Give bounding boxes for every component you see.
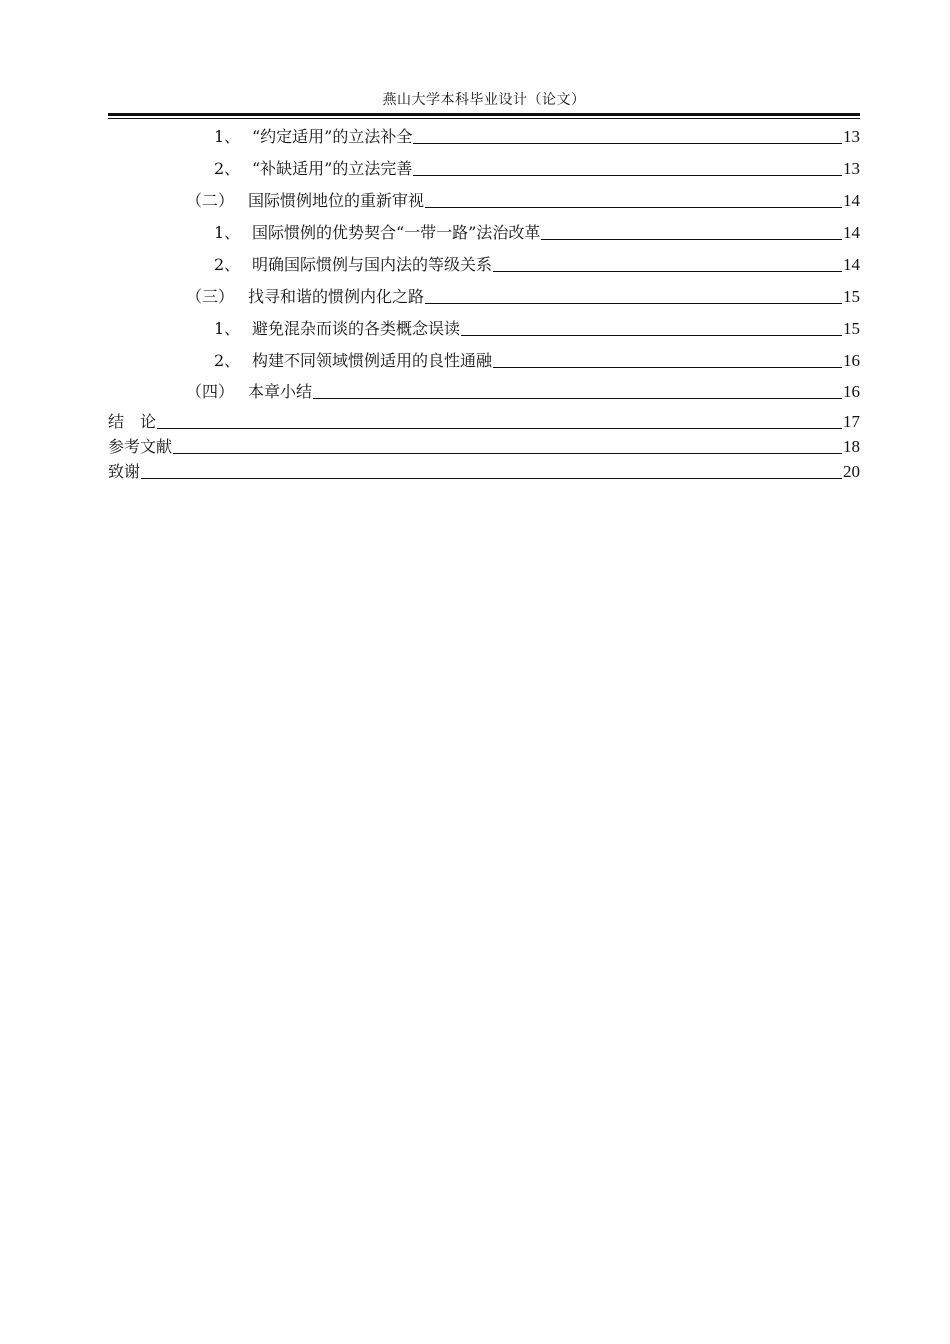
toc-entry [108,284,860,308]
toc-entry [108,379,860,403]
toc-leader-line [141,477,842,479]
toc-entry-title: 国际惯例的优势契合“一带一路”法治改革 [252,223,541,242]
toc-entry-title: 致谢 [108,462,141,481]
toc-entry-title: “补缺适用”的立法完善 [252,159,413,178]
toc-entry [108,316,860,340]
toc-entry-title: 参考文献 [108,437,173,456]
toc-entry-number: 2、 [214,351,241,370]
toc-leader-line [461,334,842,336]
toc-entry-number: （二） [186,191,235,210]
toc-entry-number: 1、 [214,127,241,146]
toc-entry-page: 14 [843,191,860,210]
toc-entry-page: 18 [843,437,860,456]
toc-entry [108,124,860,148]
toc-entry-title: “约定适用”的立法补全 [252,127,413,146]
toc-leader-line [313,397,842,399]
toc-entry [108,348,860,372]
toc-entry [108,252,860,276]
header-rule-thick [108,113,860,116]
toc-entry-page: 16 [843,351,860,370]
toc-entry [108,409,860,433]
toc-entry-title: 避免混杂而谈的各类概念误读 [252,319,461,338]
toc-leader-line [493,366,842,368]
toc-entry [108,459,860,483]
toc-entry-title: 明确国际惯例与国内法的等级关系 [252,255,493,274]
toc-entry-number: 1、 [214,223,241,242]
toc-leader-line [173,452,842,454]
toc-entry-number: 2、 [214,159,241,178]
toc-entry-page: 13 [843,159,860,178]
toc-entry [108,156,860,180]
toc-entry-number: 1、 [214,319,241,338]
toc-leader-line [157,427,842,429]
toc-leader-line [493,270,842,272]
toc-leader-line [413,174,842,176]
toc-entry-page: 14 [843,223,860,242]
toc-entry [108,220,860,244]
toc-entry-title: 本章小结 [248,382,313,401]
toc-entry-page: 16 [843,382,860,401]
toc-entry-page: 17 [843,412,860,431]
toc-entry-page: 15 [843,287,860,306]
header-rule-thin [108,118,860,119]
toc-entry-page: 15 [843,319,860,338]
toc-entry [108,434,860,458]
toc-entry-title: 构建不同领域惯例适用的良性通融 [252,351,493,370]
toc-entry-page: 14 [843,255,860,274]
toc-entry-number: （四） [186,382,235,401]
toc-leader-line [425,206,842,208]
toc-entry-title: 国际惯例地位的重新审视 [248,191,425,210]
toc-leader-line [425,302,842,304]
toc-entry-title: 找寻和谐的惯例内化之路 [248,287,425,306]
toc-entry-number: （三） [186,287,235,306]
toc-entry-page: 13 [843,127,860,146]
toc-entry-page: 20 [843,462,860,481]
page-header-title: 燕山大学本科毕业设计（论文） [382,92,586,108]
toc-entry-title: 结 论 [108,412,157,431]
toc-entry [108,188,860,212]
toc-leader-line [413,142,842,144]
toc-entry-number: 2、 [214,255,241,274]
toc-leader-line [541,238,842,240]
